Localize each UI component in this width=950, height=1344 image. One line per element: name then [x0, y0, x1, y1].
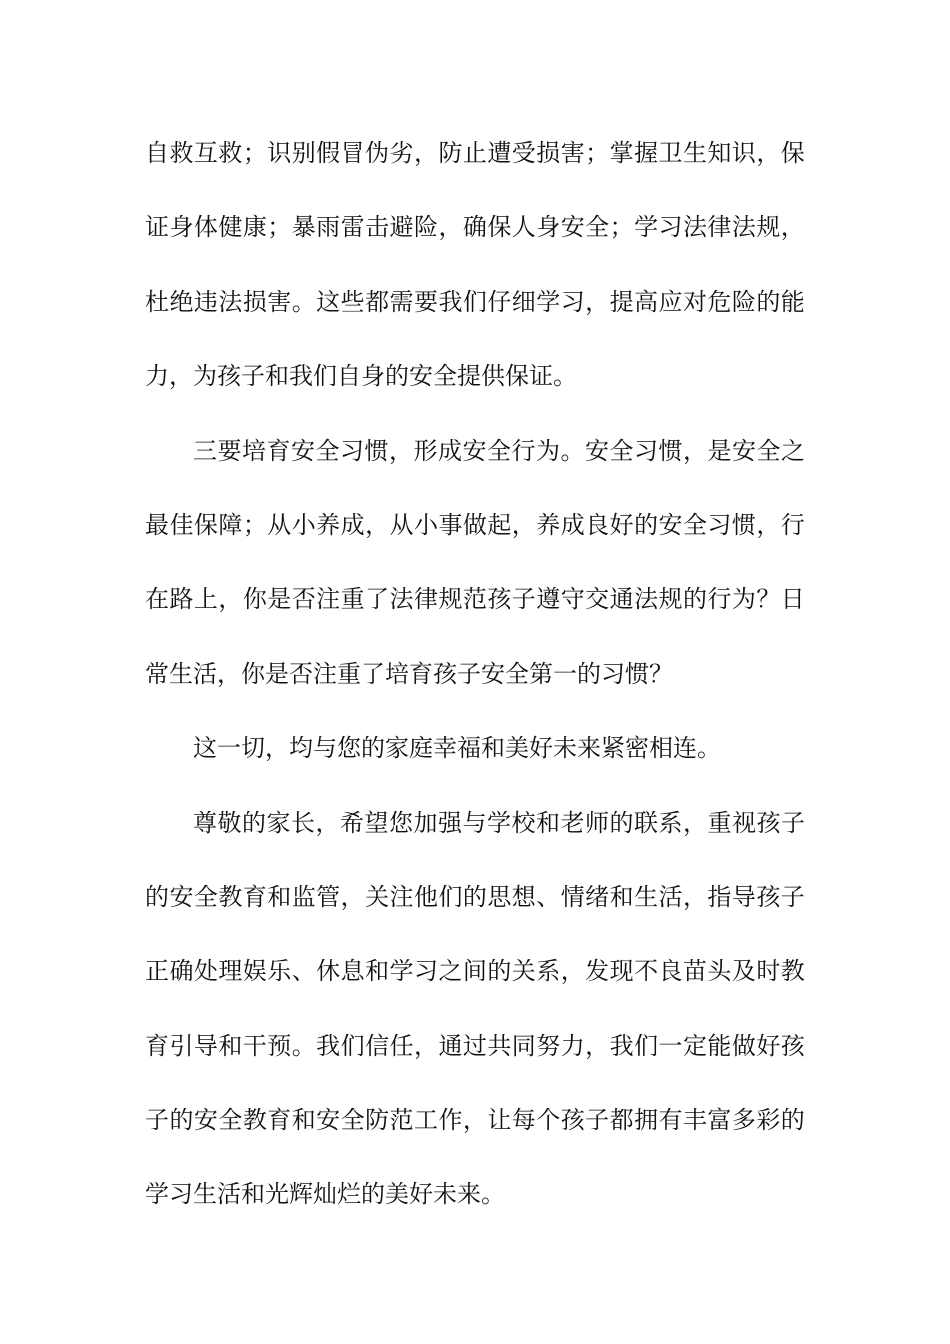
text-line: 这一切，均与您的家庭幸福和美好未来紧密相连。: [193, 734, 721, 763]
text-line: 证 身 体 健 康 ； 暴 雨 雷 击 避 险 ， 确 保 人 身 安 全 ； 学 习 法 律 法 规 ，: [145, 213, 805, 242]
text-line: 的 安 全 教 育 和 监 管 ， 关 注 他 们 的 思 想 、 情 绪 和 生 活 ， 指 导 孩 子: [145, 882, 805, 911]
text-line: 尊 敬 的 家 长 ， 希 望 您 加 强 与 学 校 和 老 师 的 联 系 ， 重 视 孩 子: [193, 808, 805, 837]
text-line: 自 救 互 救 ； 识 别 假 冒 伪 劣 ， 防 止 遭 受 损 害 ； 掌 握 卫 生 知 识 ， 保: [145, 139, 805, 167]
text-line: 最 佳 保 障 ； 从 小 养 成 ， 从 小 事 做 起 ， 养 成 良 好 的 安 全 习 惯 ， 行: [145, 510, 805, 539]
text-line: 子 的 安 全 教 育 和 安 全 防 范 工 作 ， 让 每 个 孩 子 都 拥 有 丰 富 多 彩 的: [145, 1106, 805, 1135]
text-line: 育 引 导 和 干 预 。 我 们 信 任 ， 通 过 共 同 努 力 ， 我 们 一 定 能 做 好 孩: [145, 1031, 805, 1060]
text-line: 常生活，你是否注重了培育孩子安全第一的习惯？: [145, 659, 673, 688]
text-line: 杜 绝 违 法 损 害 。 这 些 都 需 要 我 们 仔 细 学 习 ， 提 高 应 对 危 险 的 能: [145, 287, 805, 316]
text-line: 正 确 处 理 娱 乐 、 休 息 和 学 习 之 间 的 关 系 ， 发 现 不 良 苗 头 及 时 教: [145, 957, 805, 986]
text-line: 三 要 培 育 安 全 习 惯 ， 形 成 安 全 行 为 。 安 全 习 惯 ， 是 安 全 之: [193, 436, 805, 465]
body-text: [145, 128, 805, 1244]
text-line: 在 路 上 ， 你 是 否 注 重 了 法 律 规 范 孩 子 遵 守 交 通 法 规 的 行 为 ？ 日: [145, 585, 805, 614]
text-line: 力，为孩子和我们自身的安全提供保证。: [145, 362, 577, 391]
text-line: 学习生活和光辉灿烂的美好未来。: [145, 1180, 505, 1209]
